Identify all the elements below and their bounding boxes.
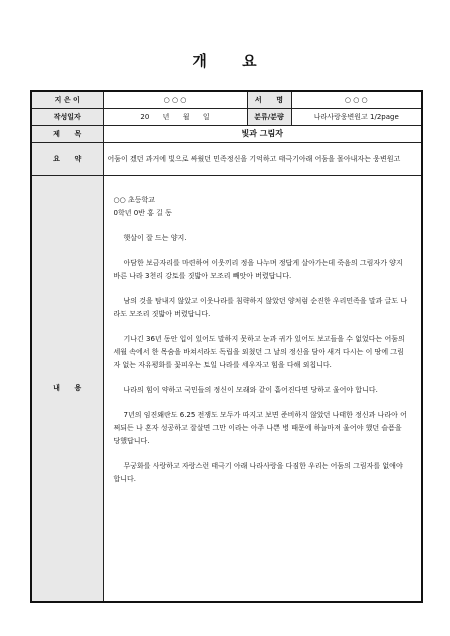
content-paragraph: 남의 것을 탐내지 않았고 이웃나라를 침략하지 않았던 양처럼 순진한 우리민족을 말과 글도 나라도 모조리 짓밟아 버렸답니다.	[113, 296, 408, 318]
content-label: 내 용	[31, 175, 103, 602]
content-body	[103, 175, 422, 602]
content-paragraph: 7년의 임진왜란도 6.25 전쟁도 모두가 따지고 보면 준비하지 않았던 나태한 정신과 나라아 어쩌되든 나 혼자 성공하고 잘살면 그만 이라는 아주 나쁜 병 때문에 하늘마져 울어야 했던 슬픔을 당했답니다.	[113, 410, 407, 445]
subject-label: 서 명	[247, 91, 291, 108]
document-title	[0, 50, 450, 71]
subject-value: ○ ○ ○	[291, 91, 422, 108]
content-paragraph: 아담한 보금자리를 마련하여 이웃끼리 정을 나누며 정답게 살아가는데 죽음의 그림자가 양지바른 나라 3천리 강토를 짓밟아 모조리 빼앗아 버렸답니다.	[113, 258, 403, 280]
title-char-2: 요	[242, 52, 258, 70]
summary-label: 요 약	[31, 142, 103, 175]
title-label: 제 목	[31, 125, 103, 142]
content-paragraph: 햇살이 잘 드는 양지.	[123, 233, 187, 242]
date-value: 20 년 월 일	[103, 108, 247, 125]
content-paragraph: 나라의 힘이 약하고 국민들의 정신이 모래와 같이 흩어진다면 당하고 울어야 합니다.	[123, 385, 378, 394]
overview-form	[30, 90, 423, 603]
summary-value: 어둠이 겠던 과거에 빛으로 싸웠던 민족정신을 기억하고 태극기아래 어둠을 몰아내자는 웅변원고	[103, 142, 422, 175]
title-char-1: 개	[192, 52, 208, 70]
category-value: 나라사랑웅변원고 1/2page	[291, 108, 422, 125]
author-label: 지 은 이	[31, 91, 103, 108]
school-name: ○○ 초등학교	[113, 195, 155, 204]
category-label: 분류/분량	[247, 108, 291, 125]
student-name: 0학년 0반 홍 길 동	[113, 208, 172, 217]
title-value: 빛과 그림자	[103, 125, 422, 142]
date-label: 작성일자	[31, 108, 103, 125]
content-paragraph: 기나긴 36년 동안 입이 있어도 말하지 못하고 눈과 귀가 있어도 보고들을 수 없었다는 어둠의 세월 속에서 한 목숨을 바쳐서라도 독립을 외쳤던 그 날의 정신을 담아 새겨 다시는 이 땅에 그림자 없는 자유평화를 꽃피우는 토일 나라를 세우자고 힘을 다해 외칩니다.	[113, 334, 405, 369]
author-value: ○ ○ ○	[103, 91, 247, 108]
content-paragraph: 무궁화를 사랑하고 자랑스런 태극기 아래 나라사랑을 다짐한 우리는 어둠의 그림자를 없애야합니다.	[113, 461, 403, 483]
